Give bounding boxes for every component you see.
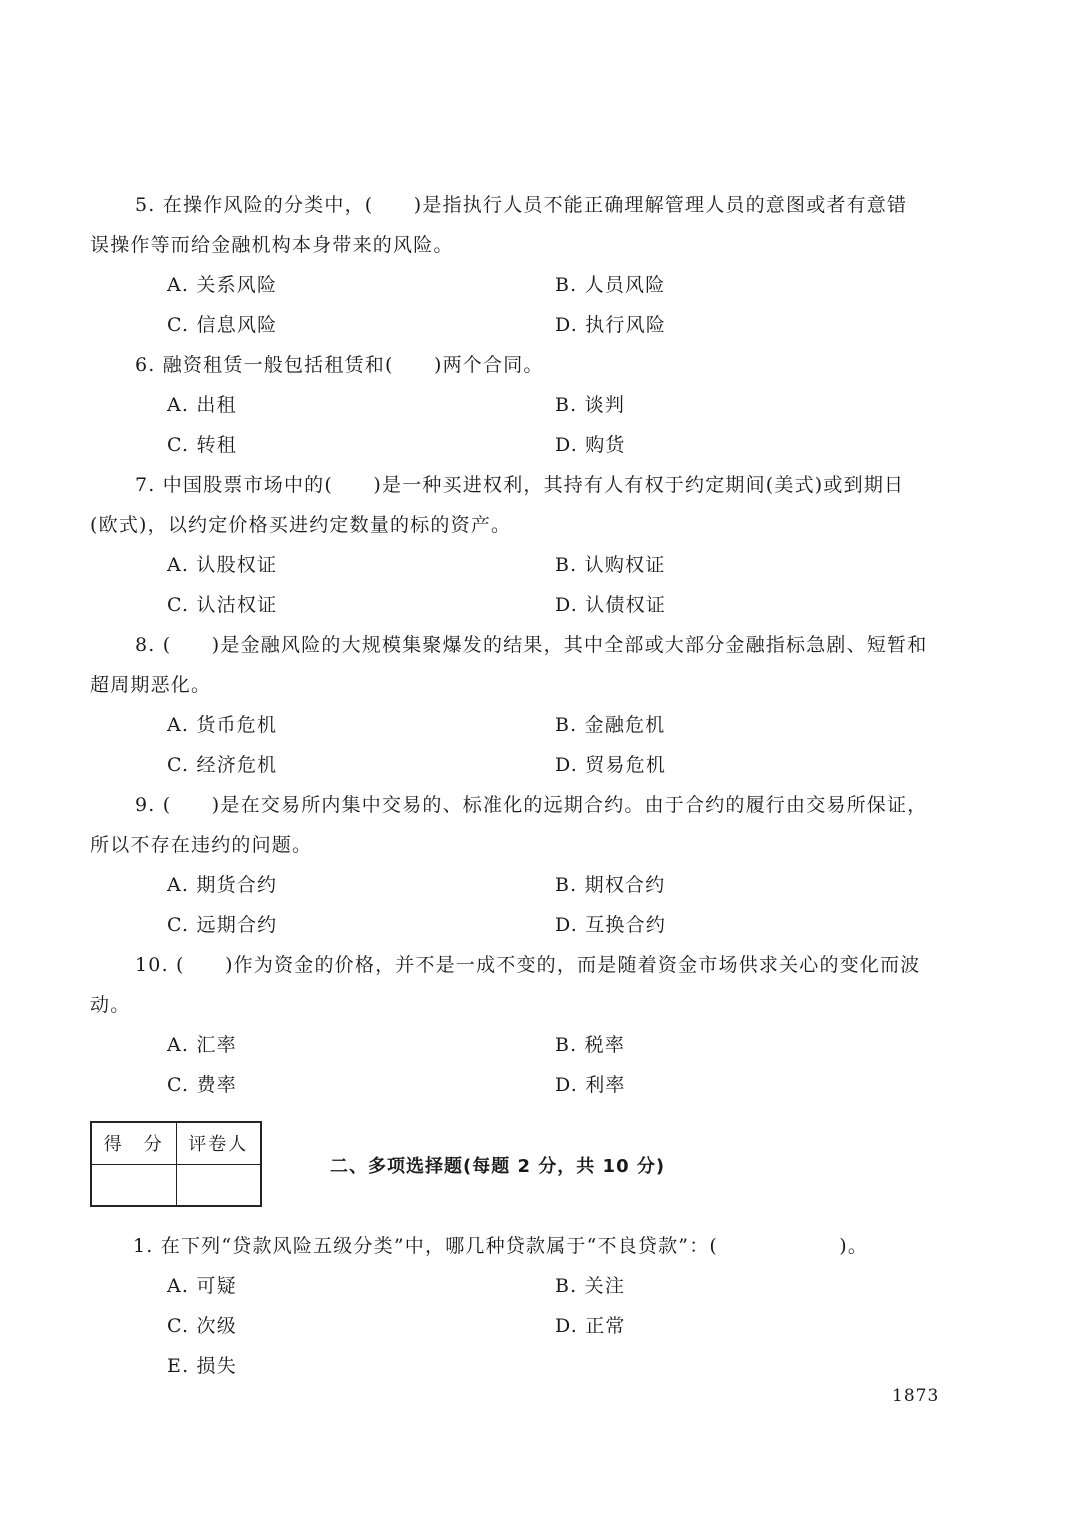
- section-title: 二、多项选择题(每题 2 分，共 10 分): [330, 1156, 666, 1177]
- question-stem-continued: (欧式)，以约定价格买进约定数量的标的资产。: [90, 514, 512, 536]
- option-c: C. 转租: [167, 434, 237, 456]
- option-d: D. 利率: [555, 1074, 626, 1096]
- question-stem-continued: 超周期恶化。: [90, 674, 212, 696]
- option-d: D. 认债权证: [555, 594, 667, 616]
- option-d: D. 正常: [555, 1315, 626, 1337]
- question-stem: 6. 融资租赁一般包括租赁和( )两个合同。: [135, 354, 544, 376]
- option-a: A. 出租: [167, 394, 237, 416]
- question-stem: 10. ( )作为资金的价格，并不是一成不变的，而是随着资金市场供求关心的变化而波: [135, 954, 921, 976]
- option-a: A. 可疑: [167, 1275, 237, 1297]
- option-a: A. 货币危机: [167, 714, 278, 736]
- option-c: C. 费率: [167, 1074, 237, 1096]
- score-header: 得 分: [91, 1122, 176, 1164]
- option-c: C. 远期合约: [167, 914, 278, 936]
- option-b: B. 关注: [555, 1275, 626, 1297]
- grader-header: 评卷人: [176, 1122, 261, 1164]
- option-d: D. 购货: [555, 434, 626, 456]
- question-stem-continued: 所以不存在违约的问题。: [90, 834, 313, 856]
- option-a: A. 期货合约: [167, 874, 278, 896]
- option-a: A. 认股权证: [167, 554, 278, 576]
- option-d: D. 执行风险: [555, 314, 667, 336]
- score-cell: [91, 1164, 176, 1206]
- option-d: D. 贸易危机: [555, 754, 667, 776]
- option-b: B. 谈判: [555, 394, 626, 416]
- option-c: C. 经济危机: [167, 754, 278, 776]
- question-stem: 7. 中国股票市场中的( )是一种买进权利，其持有人有权于约定期间(美式)或到期日: [135, 474, 905, 496]
- option-c: C. 信息风险: [167, 314, 278, 336]
- question-stem-continued: 误操作等而给金融机构本身带来的风险。: [90, 234, 454, 256]
- option-b: B. 税率: [555, 1034, 626, 1056]
- question-stem: 1. 在下列“贷款风险五级分类”中，哪几种贷款属于“不良贷款”：( )。: [133, 1235, 869, 1257]
- grader-cell: [176, 1164, 261, 1206]
- option-b: B. 金融危机: [555, 714, 666, 736]
- option-b: B. 期权合约: [555, 874, 666, 896]
- option-a: A. 关系风险: [167, 274, 278, 296]
- option-b: B. 认购权证: [555, 554, 666, 576]
- question-stem: 9. ( )是在交易所内集中交易的、标准化的远期合约。由于合约的履行由交易所保证，: [135, 794, 928, 816]
- question-stem: 5. 在操作风险的分类中，( )是指执行人员不能正确理解管理人员的意图或者有意错: [135, 194, 908, 216]
- option-c: C. 次级: [167, 1315, 237, 1337]
- page-number: 1873: [892, 1386, 940, 1406]
- option-c: C. 认沽权证: [167, 594, 278, 616]
- score-table: [90, 1121, 262, 1207]
- question-stem-continued: 动。: [90, 994, 131, 1016]
- option-d: D. 互换合约: [555, 914, 667, 936]
- question-stem: 8. ( )是金融风险的大规模集聚爆发的结果，其中全部或大部分金融指标急剧、短暂和: [135, 634, 928, 656]
- option-a: A. 汇率: [167, 1034, 237, 1056]
- option-e: E. 损失: [167, 1355, 237, 1377]
- option-b: B. 人员风险: [555, 274, 666, 296]
